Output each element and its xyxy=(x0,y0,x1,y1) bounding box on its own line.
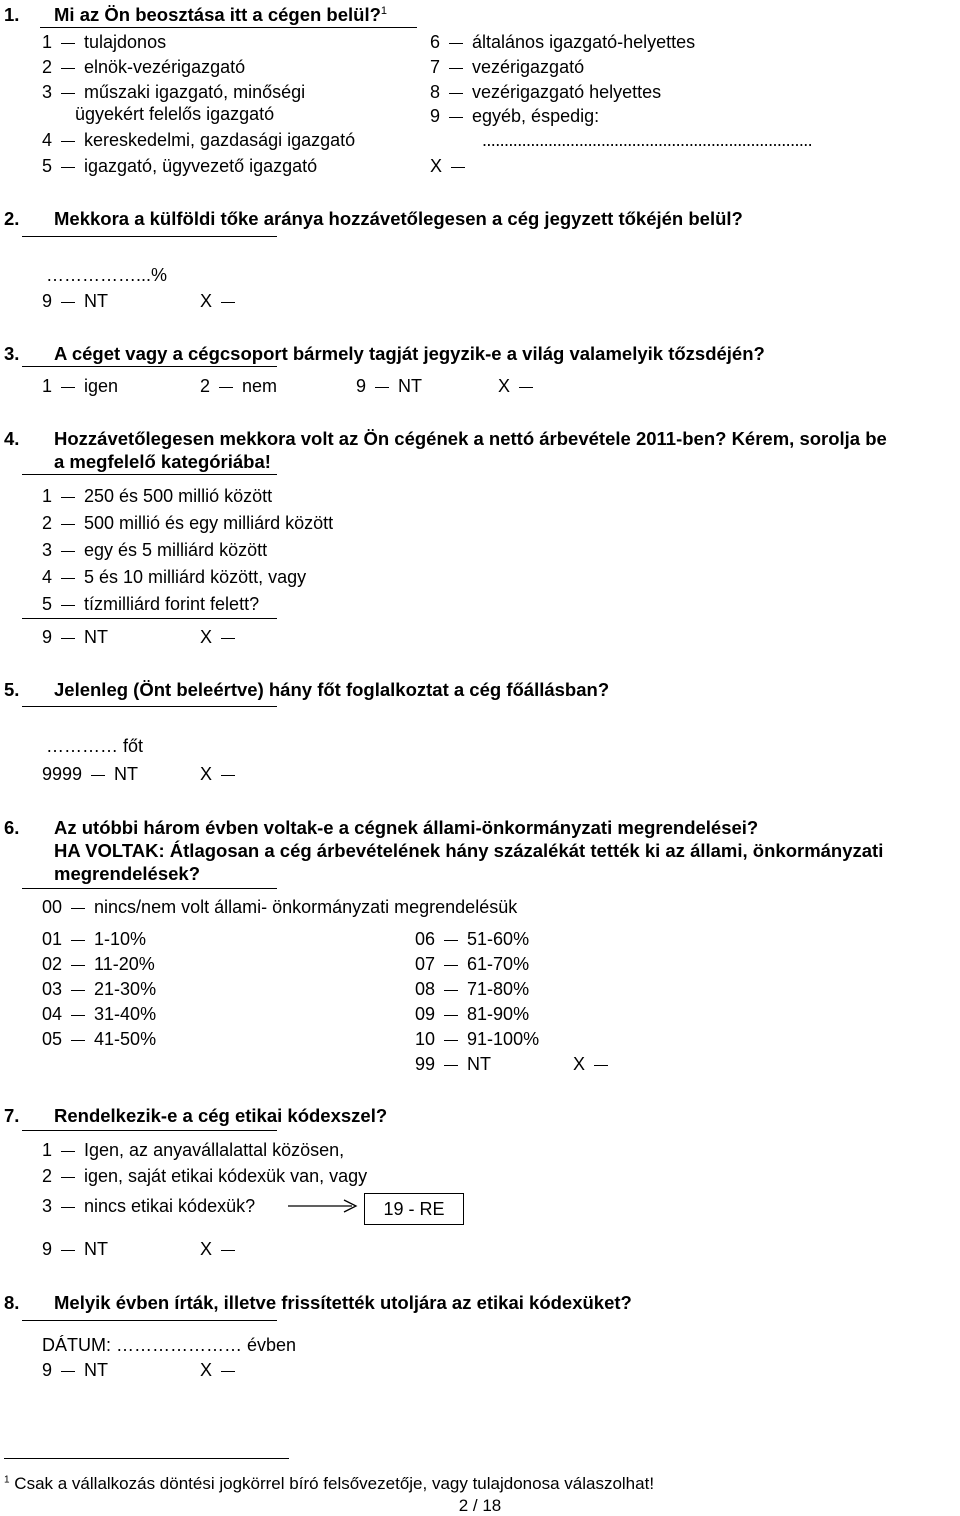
q6-x-marker xyxy=(573,1054,617,1075)
option-label: 5 és 10 milliárd között, vagy xyxy=(84,567,307,587)
q2-nt-option xyxy=(42,291,108,312)
option-label: nincs/nem volt állami- önkormányzati megrendelésük xyxy=(94,897,518,917)
dash xyxy=(61,524,75,525)
option-code: 5 xyxy=(42,156,53,176)
q1-x-marker xyxy=(430,156,474,177)
option-code: 3 xyxy=(42,82,53,102)
q1-option xyxy=(42,82,305,103)
option-label: 81-90% xyxy=(467,1004,530,1024)
x-label: X xyxy=(200,627,213,647)
option-label: 11-20% xyxy=(94,954,155,974)
dash xyxy=(61,141,75,142)
dash xyxy=(221,638,235,639)
q1-underline xyxy=(40,27,417,28)
q4-number: 4. xyxy=(4,428,20,449)
q6-option xyxy=(415,929,529,950)
q7-nt-option xyxy=(42,1239,108,1260)
dash xyxy=(444,1065,458,1066)
dash xyxy=(444,1015,458,1016)
x-label: X xyxy=(498,376,511,396)
option-code: 1 xyxy=(42,32,53,52)
option-code: 4 xyxy=(42,567,53,587)
q4-question-line1: Hozzávetőlegesen mekkora volt az Ön cégének a nettó árbevétele 2011-ben? Kérem, sorolja be xyxy=(54,428,887,449)
option-code: 2 xyxy=(200,376,211,396)
option-code: 02 xyxy=(42,954,63,974)
option-label: 91-100% xyxy=(467,1029,540,1049)
dash xyxy=(444,1040,458,1041)
option-label: tízmilliárd forint felett? xyxy=(84,594,260,614)
option-code: 2 xyxy=(42,513,53,533)
dash xyxy=(375,387,389,388)
dash xyxy=(71,940,85,941)
q2-answer-field: ……………...% xyxy=(46,265,168,285)
q6-option xyxy=(415,979,529,1000)
option-label: 250 és 500 millió között xyxy=(84,486,273,506)
q4-option xyxy=(42,567,306,588)
q7-option xyxy=(42,1196,255,1217)
option-label: 21-30% xyxy=(94,979,157,999)
option-label: egyéb, éspedig: xyxy=(472,106,600,126)
dash xyxy=(71,965,85,966)
option-label: Igen, az anyavállalattal közösen, xyxy=(84,1140,345,1160)
q3-option-yes xyxy=(42,376,118,397)
x-label: X xyxy=(200,1239,213,1259)
option-code: 9 xyxy=(42,291,53,311)
q1-question xyxy=(54,4,387,26)
q6-nt-option xyxy=(415,1054,491,1075)
dash xyxy=(61,93,75,94)
q4-underline xyxy=(22,474,277,475)
q2-underline xyxy=(22,236,277,237)
option-code: 2 xyxy=(42,1166,53,1186)
q4-option xyxy=(42,540,267,561)
option-code: 9 xyxy=(356,376,367,396)
dash xyxy=(61,302,75,303)
option-label: vezérigazgató helyettes xyxy=(472,82,662,102)
q6-option xyxy=(42,979,156,1000)
option-code: 05 xyxy=(42,1029,63,1049)
q8-underline xyxy=(22,1320,277,1321)
x-label: X xyxy=(200,764,213,784)
x-label: X xyxy=(430,156,443,176)
option-label: elnök-vezérigazgató xyxy=(84,57,246,77)
option-code: 06 xyxy=(415,929,436,949)
q4-option xyxy=(42,594,259,615)
option-code: 09 xyxy=(415,1004,436,1024)
option-label: műszaki igazgató, minőségi xyxy=(84,82,306,102)
q7-underline xyxy=(22,1130,277,1131)
option-code: 10 xyxy=(415,1029,436,1049)
option-code: 99 xyxy=(415,1054,436,1074)
dash xyxy=(61,497,75,498)
dash xyxy=(219,387,233,388)
q7-question: Rendelkezik-e a cég etikai kódexszel? xyxy=(54,1105,388,1126)
option-code: 01 xyxy=(42,929,63,949)
option-label: általános igazgató-helyettes xyxy=(472,32,696,52)
footnote-mark: 1 xyxy=(4,1474,10,1486)
option-label: kereskedelmi, gazdasági igazgató xyxy=(84,130,356,150)
q1-question-text: Mi az Ön beosztása itt a cégen belül? xyxy=(54,4,381,25)
option-label: tulajdonos xyxy=(84,32,167,52)
skip-arrow-icon xyxy=(286,1198,362,1214)
q4-options-underline xyxy=(22,618,277,619)
q8-nt-option xyxy=(42,1360,108,1381)
option-code: 3 xyxy=(42,540,53,560)
dash xyxy=(61,1250,75,1251)
q5-x-marker xyxy=(200,764,244,785)
option-label: NT xyxy=(84,627,109,647)
option-code: 9 xyxy=(42,1239,53,1259)
q6-option xyxy=(42,1004,156,1025)
dash xyxy=(444,940,458,941)
option-label: 51-60% xyxy=(467,929,530,949)
dash xyxy=(61,551,75,552)
q6-question-line3: megrendelések? xyxy=(54,863,201,884)
q5-question: Jelenleg (Önt beleértve) hány főt foglalkoztat a cég főállásban? xyxy=(54,679,610,700)
q1-option xyxy=(42,32,166,53)
footnote-separator xyxy=(4,1458,289,1459)
q2-question: Mekkora a külföldi tőke aránya hozzávetőlegesen a cég jegyzett tőkéjén belül? xyxy=(54,208,743,229)
q3-question: A céget vagy a cégcsoport bármely tagját jegyzik-e a világ valamelyik tőzsdéjén? xyxy=(54,343,765,364)
option-label: NT xyxy=(84,1239,109,1259)
option-code: 5 xyxy=(42,594,53,614)
dash xyxy=(71,1040,85,1041)
q5-number: 5. xyxy=(4,679,20,700)
q1-option xyxy=(42,156,317,177)
dash xyxy=(61,68,75,69)
option-label: igazgató, ügyvezető igazgató xyxy=(84,156,318,176)
q1-option xyxy=(430,82,661,103)
q4-nt-option xyxy=(42,627,108,648)
option-code: 07 xyxy=(415,954,436,974)
option-code: 6 xyxy=(430,32,441,52)
q6-question-line2: HA VOLTAK: Átlagosan a cég árbevételének hány százalékát tették ki az állami, önkormányzati xyxy=(54,840,884,861)
q4-option xyxy=(42,486,272,507)
q4-question-line2: a megfelelő kategóriába! xyxy=(54,451,271,472)
q7-option xyxy=(42,1140,344,1161)
option-label: NT xyxy=(467,1054,492,1074)
option-code: 04 xyxy=(42,1004,63,1024)
option-label: 61-70% xyxy=(467,954,530,974)
q6-option xyxy=(42,1029,156,1050)
q4-x-marker xyxy=(200,627,244,648)
q8-x-marker xyxy=(200,1360,244,1381)
q6-option xyxy=(42,954,155,975)
q4-option xyxy=(42,513,333,534)
dash xyxy=(61,1371,75,1372)
q6-underline xyxy=(22,888,277,889)
q6-option xyxy=(415,1004,529,1025)
option-label: 41-50% xyxy=(94,1029,157,1049)
dash xyxy=(449,93,463,94)
option-code: 03 xyxy=(42,979,63,999)
option-label: 500 millió és egy milliárd között xyxy=(84,513,334,533)
q7-number: 7. xyxy=(4,1105,20,1126)
q7-x-marker xyxy=(200,1239,244,1260)
dash xyxy=(449,43,463,44)
q1-option xyxy=(42,57,245,78)
option-code: 4 xyxy=(42,130,53,150)
footnote xyxy=(4,1474,654,1494)
option-label: 1-10% xyxy=(94,929,147,949)
option-label: 71-80% xyxy=(467,979,530,999)
x-label: X xyxy=(200,291,213,311)
q3-number: 3. xyxy=(4,343,20,364)
q1-option xyxy=(430,32,695,53)
dash xyxy=(71,908,85,909)
option-code: 1 xyxy=(42,486,53,506)
dash xyxy=(451,167,465,168)
q6-option-none xyxy=(42,897,517,918)
option-code: 7 xyxy=(430,57,441,77)
q7-skip-box: 19 - RE xyxy=(364,1193,464,1225)
q8-question: Melyik évben írták, illetve frissítették utoljára az etikai kódexüket? xyxy=(54,1292,632,1313)
q5-underline xyxy=(22,706,277,707)
q6-option xyxy=(415,1029,539,1050)
dash xyxy=(61,578,75,579)
q3-option-no xyxy=(200,376,277,397)
q1-option-continued: ügyekért felelős igazgató xyxy=(75,104,275,124)
option-label: NT xyxy=(114,764,139,784)
dash xyxy=(444,965,458,966)
option-code: 9999 xyxy=(42,764,83,784)
dash xyxy=(91,775,105,776)
option-label: NT xyxy=(84,291,109,311)
dash xyxy=(594,1065,608,1066)
option-label: 31-40% xyxy=(94,1004,157,1024)
footnote-text: Csak a vállalkozás döntési jogkörrel bíró felsővezetője, vagy tulajdonosa válaszolhat! xyxy=(14,1474,655,1493)
option-label: nincs etikai kódexük? xyxy=(84,1196,256,1216)
dash xyxy=(61,638,75,639)
page-number: 2 / 18 xyxy=(458,1496,502,1515)
dash xyxy=(449,68,463,69)
dash xyxy=(519,387,533,388)
q7-option xyxy=(42,1166,367,1187)
dash xyxy=(61,167,75,168)
q3-underline xyxy=(22,366,277,367)
dash xyxy=(221,1371,235,1372)
q1-number: 1. xyxy=(4,4,20,25)
q6-option xyxy=(415,954,529,975)
option-code: 9 xyxy=(430,106,441,126)
dash xyxy=(221,302,235,303)
q6-option xyxy=(42,929,146,950)
q2-number: 2. xyxy=(4,208,20,229)
q1-option xyxy=(430,57,584,78)
option-code: 08 xyxy=(415,979,436,999)
option-code: 3 xyxy=(42,1196,53,1216)
x-label: X xyxy=(200,1360,213,1380)
option-code: 1 xyxy=(42,376,53,396)
option-label: igen, saját etikai kódexük van, vagy xyxy=(84,1166,368,1186)
q1-answer-dots: ........................................................................... xyxy=(482,130,813,150)
q1-option xyxy=(42,130,355,151)
option-code: 8 xyxy=(430,82,441,102)
dash xyxy=(444,990,458,991)
dash xyxy=(61,387,75,388)
footnote-ref: 1 xyxy=(380,4,388,17)
dash xyxy=(61,1207,75,1208)
option-label: NT xyxy=(84,1360,109,1380)
option-label: vezérigazgató xyxy=(472,57,585,77)
dash xyxy=(61,1177,75,1178)
option-label: egy és 5 milliárd között xyxy=(84,540,268,560)
q5-answer-field: ………… főt xyxy=(46,736,144,756)
q6-question-line1: Az utóbbi három évben voltak-e a cégnek állami-önkormányzati megrendelései? xyxy=(54,817,759,838)
q2-x-marker xyxy=(200,291,244,312)
dash xyxy=(71,1015,85,1016)
option-label: igen xyxy=(84,376,119,396)
q8-number: 8. xyxy=(4,1292,20,1313)
option-code: 9 xyxy=(42,1360,53,1380)
x-label: X xyxy=(573,1054,586,1074)
q3-x-marker xyxy=(498,376,542,397)
q8-date-field: DÁTUM: ………………… évben xyxy=(42,1335,297,1355)
option-code: 9 xyxy=(42,627,53,647)
dash xyxy=(449,117,463,118)
q6-number: 6. xyxy=(4,817,20,838)
q5-nt-option xyxy=(42,764,138,785)
dash xyxy=(221,775,235,776)
q1-option xyxy=(430,106,599,127)
option-code: 2 xyxy=(42,57,53,77)
dash xyxy=(71,990,85,991)
q3-nt-option xyxy=(356,376,422,397)
dash xyxy=(221,1250,235,1251)
dash xyxy=(61,43,75,44)
option-code: 00 xyxy=(42,897,63,917)
dash xyxy=(61,1151,75,1152)
option-label: NT xyxy=(398,376,423,396)
dash xyxy=(61,605,75,606)
option-label: nem xyxy=(242,376,278,396)
option-code: 1 xyxy=(42,1140,53,1160)
